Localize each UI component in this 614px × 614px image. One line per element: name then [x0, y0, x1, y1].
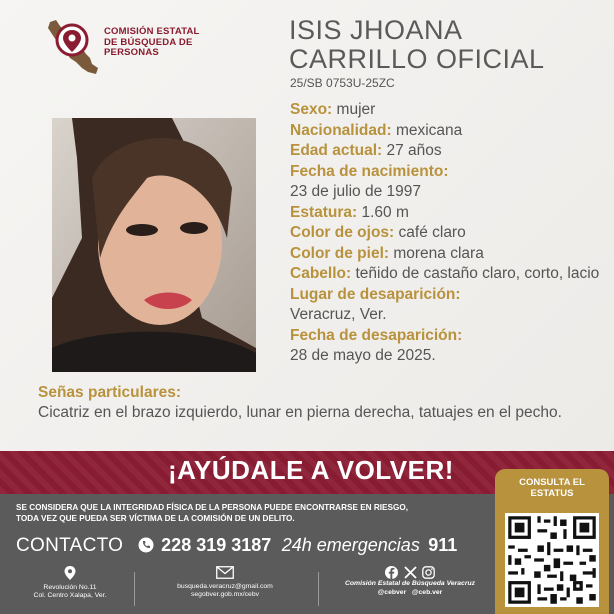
- x-icon[interactable]: [404, 566, 417, 579]
- detail-fecha-label: Fecha de desaparición:: [290, 326, 463, 344]
- emergency-label: 24h emergencias: [281, 535, 420, 555]
- social-block: [330, 566, 490, 606]
- detail-piel: Color de piel: morena clara: [290, 244, 484, 262]
- org-line-2: DE BÚSQUEDA DE: [104, 36, 193, 48]
- detail-nacimiento-label: Fecha de nacimiento:: [290, 162, 449, 180]
- address-block: [20, 566, 120, 606]
- senas-label: Señas particulares:: [38, 384, 182, 401]
- detail-nacimiento: 23 de julio de 1997: [290, 183, 422, 200]
- person-photo: [52, 118, 256, 372]
- name-line-1: ISIS JHOANA: [289, 15, 463, 45]
- envelope-icon: [216, 566, 234, 579]
- contact-label: CONTACTO: [16, 535, 124, 556]
- detail-cabello: Cabello: teñido de castaño claro, corto, lacio: [290, 265, 600, 282]
- detail-sexo: Sexo: mujer: [290, 101, 376, 118]
- address-line-1: Revolución No.11: [43, 583, 97, 591]
- detail-estatura: Estatura: 1.60 m: [290, 203, 409, 221]
- cta-text: ¡AYÚDALE A VOLVER!: [168, 455, 454, 485]
- veracruz-map-logo-icon: [42, 18, 102, 76]
- warning-line-2: TODA VEZ QUE PUEDA SER VÍCTIMA DE LA COMISIÓN DE UN DELITO.: [16, 513, 295, 523]
- senas-text: Cicatriz en el brazo izquierdo, lunar en pierna derecha, tatuajes en el pecho.: [38, 404, 562, 421]
- website-url[interactable]: segobver.gob.mx/cebv: [190, 591, 259, 598]
- map-pin-icon: [64, 566, 76, 580]
- email-block: [150, 566, 300, 606]
- social-handle-2[interactable]: @ceb.ver: [411, 588, 443, 596]
- facebook-icon[interactable]: [385, 566, 398, 579]
- organization-name: [104, 27, 200, 59]
- warning-line-1: SE CONSIDERA QUE LA INTEGRIDAD FÍSICA DE LA PERSONA PUEDE ENCONTRARSE EN RIESGO,: [16, 503, 408, 512]
- divider: [134, 572, 135, 606]
- folio-number: 25/SB 0753U-25ZC: [290, 76, 395, 90]
- divider: [318, 572, 319, 606]
- distinguishing-marks: [38, 383, 578, 423]
- phone-icon: [138, 537, 154, 553]
- emergency-number[interactable]: 911: [428, 535, 458, 555]
- contact-line: [16, 535, 457, 557]
- instagram-icon[interactable]: [422, 566, 435, 579]
- detail-lugar-label: Lugar de desaparición:: [290, 285, 461, 303]
- detail-fecha: 28 de mayo de 2025.: [290, 347, 436, 364]
- org-line-3: PERSONAS: [104, 47, 159, 58]
- detail-edad: Edad actual: 27 años: [290, 142, 442, 159]
- detail-ojos: Color de ojos: café claro: [290, 224, 466, 241]
- phone-number[interactable]: 228 319 3187: [161, 535, 272, 555]
- risk-warning: [16, 503, 486, 524]
- qr-title-line-1: CONSULTA EL: [519, 477, 585, 488]
- detail-lugar: Veracruz, Ver.: [290, 306, 387, 323]
- address-line-2: Col. Centro Xalapa, Ver.: [33, 592, 107, 599]
- person-details: [290, 100, 610, 367]
- qr-code[interactable]: [505, 513, 599, 607]
- social-handle-1[interactable]: @cebver: [377, 588, 407, 596]
- social-account-name: Comisión Estatal de Búsqueda Veracruz: [344, 580, 476, 587]
- email-address[interactable]: busqueda.veracruz@gmail.com: [177, 582, 273, 590]
- detail-nacionalidad: Nacionalidad: mexicana: [290, 121, 463, 139]
- qr-title: [495, 477, 609, 499]
- org-line-1: COMISIÓN ESTATAL: [104, 26, 200, 37]
- qr-title-line-2: ESTATUS: [530, 488, 574, 499]
- name-line-2: CARRILLO OFICIAL: [289, 44, 545, 74]
- person-name: [289, 16, 545, 74]
